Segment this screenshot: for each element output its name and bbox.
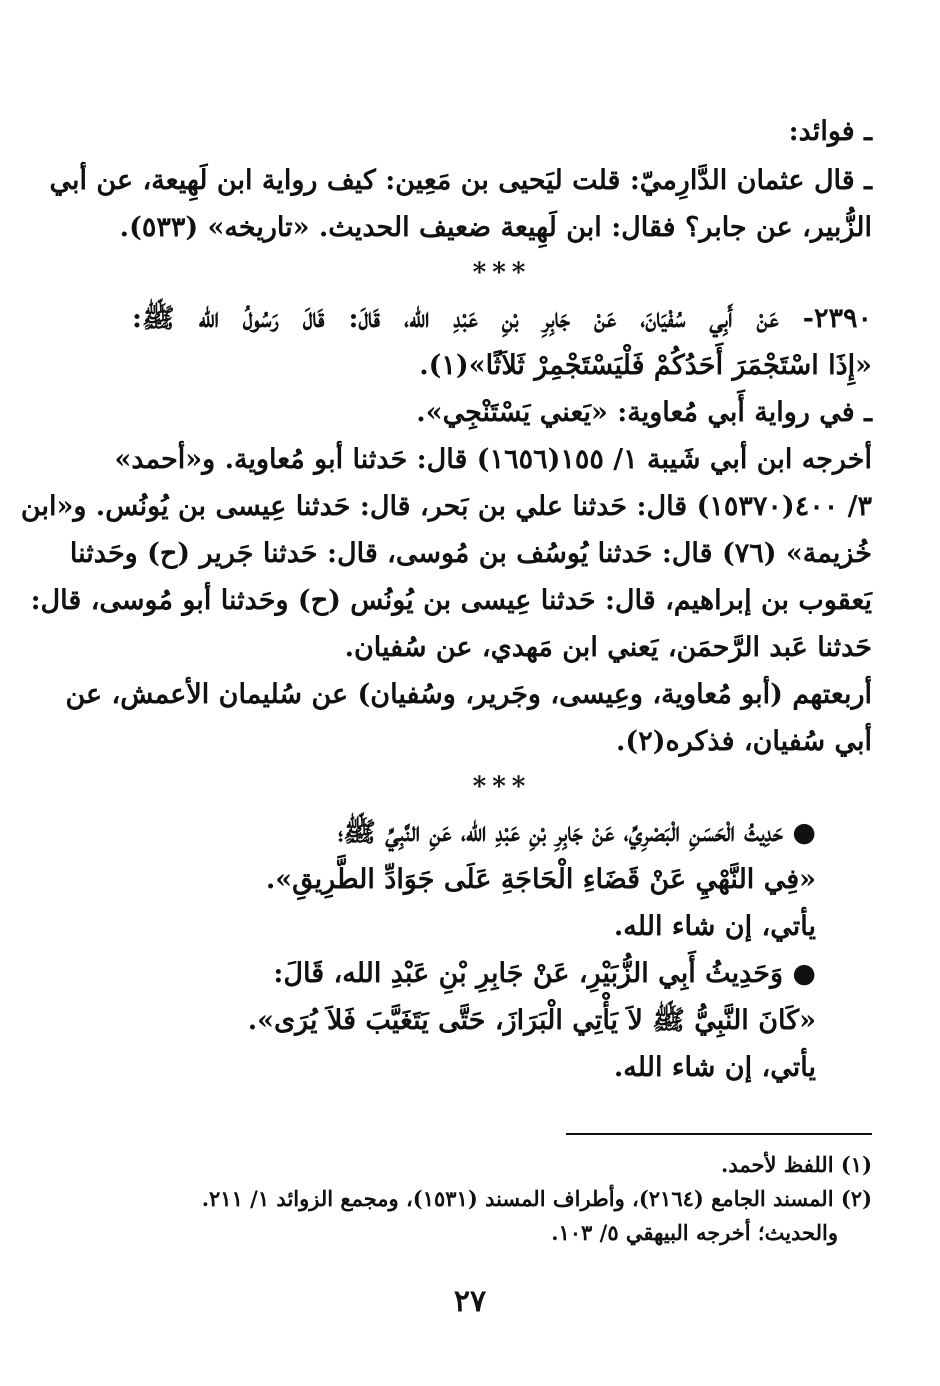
bullet-line: ● وَحَدِيثُ أَبِي الزُّبَيْرِ، عَنْ جَابِرِ بْنِ عَبْدِ الله، قَالَ: bbox=[273, 958, 816, 989]
related-hadith-item bbox=[132, 950, 872, 1091]
summary-paragraph bbox=[65, 671, 872, 765]
takhrij-paragraph bbox=[20, 436, 872, 671]
text-line: خُزيمة» (٧٦) قال: حَدثنا يُوسُف بن مُوسى، قال: حَدثنا جَرير (ح) وحَدثنا bbox=[69, 538, 872, 569]
text-line: أربعتهم (أبو مُعاوية، وعِيسى، وجَرير، وسُفيان) عن سُليمان الأعمش، عن bbox=[65, 679, 872, 710]
page-number: ٢٧ bbox=[453, 1284, 487, 1319]
section-separator: *** bbox=[472, 772, 532, 802]
footnote: (٢) المسند الجامع (٢١٦٤)، وأطراف المسند (١٥٣١)، ومجمع الزوائد ١/ ٢١١. bbox=[201, 1186, 872, 1211]
bullet-line: «كَانَ النَّبِيُّ ﷺ لاَ يَأْتِي الْبَرَازَ، حَتَّى يَتَغَيَّبَ فَلاَ يُرَى». bbox=[247, 1005, 816, 1036]
text-line: حَدثنا عَبد الرَّحمَن، يَعني ابن مَهدي، عن سُفيان. bbox=[344, 632, 872, 663]
footnotes bbox=[132, 1148, 872, 1250]
text-line: الزُّبير، عن جابر؟ فقال: ابن لَهِيعة ضعيف الحديث. «تاريخه» (٥٣٣). bbox=[119, 212, 872, 243]
text-line: يَعقوب بن إبراهيم، قال: حَدثنا عِيسى بن يُونُس (ح) وحَدثنا أبو مُوسى، قال: bbox=[30, 585, 872, 616]
footnote: (١) اللفظ لأحمد. bbox=[721, 1152, 872, 1177]
bullet-note: يأتي، إن شاء الله. bbox=[613, 911, 816, 942]
bullet-note: يأتي، إن شاء الله. bbox=[613, 1052, 816, 1083]
intro-paragraph bbox=[49, 157, 872, 251]
variant-note: ـ في رواية أَبي مُعاوية: «يَعني يَسْتَنْجِي». bbox=[416, 397, 872, 428]
text-line: أبي سُفيان، فذكره(٢). bbox=[616, 726, 872, 757]
footnote-divider bbox=[566, 1133, 872, 1135]
footnote-continuation: والحديث؛ أخرجه البيهقي ٥/ ١٠٣. bbox=[551, 1220, 838, 1245]
related-hadith-item bbox=[132, 809, 872, 950]
hadith-text bbox=[132, 295, 872, 389]
hadith-line: «إِذَا اسْتَجْمَرَ أَحَدُكُمْ فَلْيَسْتَجْمِرْ ثَلاَثًا»(١). bbox=[419, 350, 872, 381]
main-text bbox=[20, 108, 872, 1091]
text-line: ٣/ ٤٠٠(١٥٣٧٠) قال: حَدثنا علي بن بَحر، قال: حَدثنا عِيسى بن يُونُس. و«ابن bbox=[20, 491, 872, 522]
bullet-line: ● حَدِيثُ الْحَسَنِ الْبَصْرِيِّ، عَنْ جَابِرِ بْنِ عَبْدِ الله، عَنِ النَّبِيِّ ﷺ؛ bbox=[337, 817, 816, 848]
section-heading: ـ فوائد: bbox=[788, 116, 872, 147]
hadith-line: ٢٣٩٠- عَنْ أَبِي سُفْيَانَ، عَنْ جَابِرِ بْنِ عَبْدِ الله، قَالَ: قَالَ رَسُولُ الله ﷺ: bbox=[132, 303, 872, 334]
section-separator: *** bbox=[472, 258, 532, 288]
bullet-line: «فِي النَّهْيِ عَنْ قَضَاءِ الْحَاجَةِ عَلَى جَوَادِّ الطَّرِيقِ». bbox=[265, 864, 816, 895]
text-line: ـ قال عثمان الدَّارِميّ: قلت ليَحيى بن مَعِين: كيف رواية ابن لَهِيعة، عن أبي bbox=[49, 165, 872, 196]
text-line: أخرجه ابن أبي شَيبة ١/ ١٥٥(١٦٥٦) قال: حَدثنا أبو مُعاوية. و«أحمد» bbox=[114, 444, 872, 475]
